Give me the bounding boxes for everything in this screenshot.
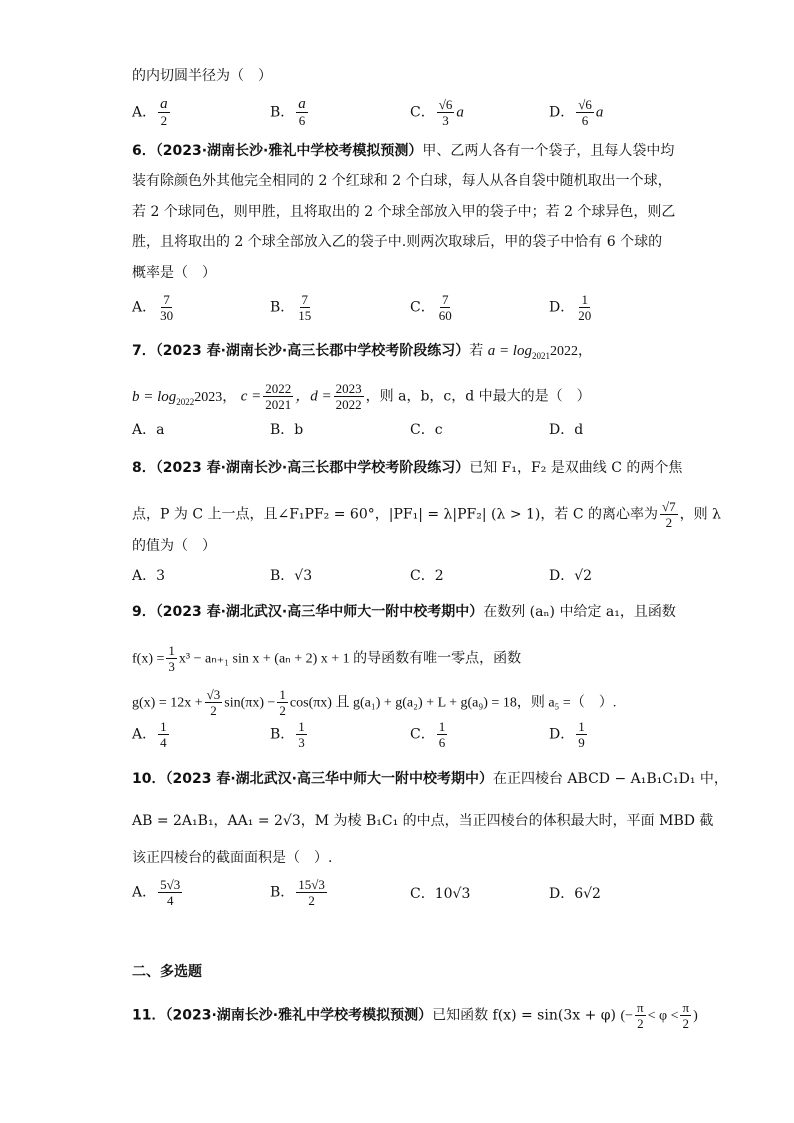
question-number: 11． (132, 1007, 166, 1024)
question-10-line3: 该正四棱台的截面面积是（ ）. (132, 850, 333, 866)
question-8-line2: 点，P 为 C 上一点，且∠F₁PF₂ = 60°，|PF₁| = λ|PF₂| (λ > 1)，若 C 的离心率为 $\frac{√7}{2}$ ，则 λ (132, 499, 721, 530)
question-source: （2023 春·湖南长沙·高三长郡中学校考阶段练习） (155, 343, 470, 359)
question-number: 6． (132, 143, 156, 159)
question-6-line1: 6．（2023·湖南长沙·雅礼中学校考模拟预测）甲、乙两人各有一个袋子，且每人袋中均 (132, 143, 675, 159)
question-6-line2: 装有除颜色外其他完全相同的 2 个红球和 2 个白球，每人从各自袋中随机取出一个球， (132, 173, 672, 189)
question-source: （2023·湖南长沙·雅礼中学校考模拟预测） (155, 143, 423, 159)
question-number: 8． (132, 460, 156, 476)
question-9-line2: f(x) = $\frac{1}{3}$ x³ − aₙ₊₁ sin x + (aₙ + 2) x + 1 的导函数有唯一零点，函数 (132, 643, 522, 674)
question-11-line1: 11．（2023·湖南长沙·雅礼中学校考模拟预测）已知函数 f(x) = sin(3x + φ) (− $\frac{\pi}{2}$ < φ < $\frac{\pi}{2}$ ) (132, 1000, 698, 1031)
question-6-line5: 概率是（ ） (132, 265, 216, 281)
question-8-line3: 的值为（ ） (132, 538, 216, 554)
option-a: A． $\frac{7}{30}$ (132, 292, 174, 323)
question-8-line1: 8．（2023 春·湖南长沙·高三长郡中学校考阶段练习）已知 F₁，F₂ 是双曲线 C 的两个焦 (132, 460, 683, 476)
option-c: C． $\frac{√6}{3}$ a (410, 97, 464, 128)
question-9-line1: 9．（2023 春·湖北武汉·高三华中师大一附中校考期中）在数列 (aₙ) 中给定 a₁，且函数 (132, 604, 676, 620)
option-d: D．d (549, 422, 584, 438)
question-source: （2023 春·湖北武汉·高三华中师大一附中校考期中） (165, 771, 493, 787)
option-a: A． $\frac{a}{2}$ (132, 96, 168, 128)
option-d: D． $\frac{√6}{6}$ a (549, 97, 604, 128)
question-number: 10． (132, 771, 166, 787)
option-a: A．a (132, 422, 165, 438)
option-b: B．√3 (270, 568, 313, 584)
option-a: A． $\frac{1}{4}$ (132, 719, 167, 750)
option-a: A． $\frac{5√3}{4}$ (132, 877, 181, 908)
question-number: 7． (132, 343, 156, 359)
option-d: D． $\frac{1}{9}$ (549, 719, 585, 750)
option-b: B． $\frac{15√3}{2}$ (270, 877, 325, 908)
question-number: 9． (132, 604, 156, 620)
option-c: C．10√3 (410, 886, 471, 902)
question-7-line1: 7．（2023 春·湖南长沙·高三长郡中学校考阶段练习）若 $a = \log_{2021}2022$， (132, 343, 592, 361)
option-c: C．2 (410, 568, 444, 584)
question-source: （2023·湖南长沙·雅礼中学校考模拟预测） (165, 1007, 433, 1024)
option-b: B． $\frac{7}{15}$ (270, 292, 312, 323)
option-c: C． $\frac{7}{60}$ (410, 292, 452, 323)
option-b: B． $\frac{a}{6}$ (270, 96, 306, 128)
option-d: D． $\frac{1}{20}$ (549, 292, 592, 323)
option-d: D．√2 (549, 568, 593, 584)
question-9-line3: g(x) = 12x + $\frac{√3}{2}$ sin(πx) − $\frac{1}{2}$ cos(πx) 且 g(a₁) + g(a₂) + L + g(a₉) = 18，则 a₅ =（ ）. (132, 687, 617, 718)
option-c: C．c (410, 422, 443, 438)
question-10-line2: AB = 2A₁B₁，AA₁ = 2√3，M 为棱 B₁C₁ 的中点，当正四棱台的体积最大时，平面 MBD 截 (132, 813, 714, 829)
option-d: D．6√2 (549, 886, 601, 902)
question-6-line3: 若 2 个球同色，则甲胜，且将取出的 2 个球全部放入甲的袋子中；若 2 个球异色，则乙 (132, 204, 676, 220)
option-b: B． $\frac{1}{3}$ (270, 719, 305, 750)
option-a: A．3 (132, 568, 166, 584)
question-7-line2: $b = \log_{2022}2023$， c = $\frac{2022}{2021}$ ，d = $\frac{2023}{2022}$ ，则 a，b，c，d 中最大的是（ ） (132, 381, 591, 412)
section-heading: 二、多选题 (132, 964, 202, 980)
question-10-line1: 10．（2023 春·湖北武汉·高三华中师大一附中校考期中）在正四棱台 ABCD − A₁B₁C₁D₁ 中， (132, 771, 728, 787)
question-text: 的内切圆半径为（ ） (132, 68, 272, 84)
question-6-line4: 胜，且将取出的 2 个球全部放入乙的袋子中.则两次取球后，甲的袋子中恰有 6 个球的 (132, 234, 663, 250)
question-source: （2023 春·湖南长沙·高三长郡中学校考阶段练习） (155, 460, 470, 476)
question-source: （2023 春·湖北武汉·高三华中师大一附中校考期中） (155, 604, 484, 620)
option-b: B．b (270, 422, 304, 438)
option-c: C． $\frac{1}{6}$ (410, 719, 446, 750)
